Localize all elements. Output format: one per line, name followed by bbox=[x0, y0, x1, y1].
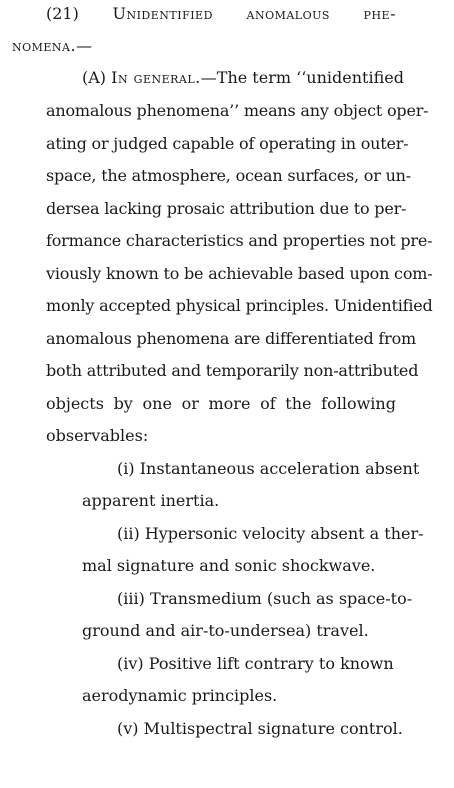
word-more: more bbox=[208, 394, 251, 413]
clause-label: (iii) bbox=[117, 589, 145, 608]
subsection-a-line: viously known to be achievable based upon com- bbox=[46, 264, 433, 283]
section-heading-continuation: nomena.— bbox=[12, 36, 93, 55]
clause-ii-second-line: mal signature and sonic shockwave. bbox=[82, 556, 376, 575]
subsection-a-line: monly accepted physical principles. Unidentified bbox=[46, 296, 433, 315]
subsection-a-line: ating or judged capable of operating in outer- bbox=[46, 134, 409, 153]
subsection-a-line: formance characteristics and properties not pre- bbox=[46, 231, 433, 250]
clause-i-first-line bbox=[117, 459, 419, 479]
section-heading-word-2: anomalous bbox=[246, 4, 330, 23]
section-heading bbox=[46, 4, 396, 24]
section-number: (21) bbox=[46, 4, 79, 23]
clause-i-second-line: apparent inertia. bbox=[82, 491, 220, 510]
clause-text: Multispectral signature control. bbox=[143, 719, 403, 738]
clause-iv-second-line: aerodynamic principles. bbox=[82, 686, 278, 705]
clause-text: Positive lift contrary to known bbox=[148, 654, 394, 673]
subsection-a-line: space, the atmosphere, ocean surfaces, or un- bbox=[46, 166, 411, 185]
section-heading-word-1: Unidentified bbox=[112, 4, 213, 23]
word-by: by bbox=[113, 394, 133, 413]
subsection-a-line-1: —The term ‘‘unidentified bbox=[200, 68, 404, 87]
word-the: the bbox=[285, 394, 312, 413]
clause-iv-first-line bbox=[117, 654, 394, 674]
clause-text: Transmedium (such as space-to- bbox=[149, 589, 413, 608]
clause-label: (iv) bbox=[117, 654, 144, 673]
clause-text: Instantaneous acceleration absent bbox=[139, 459, 420, 478]
subsection-a-line: anomalous phenomena are differentiated from bbox=[46, 329, 416, 348]
clause-v-first-line bbox=[117, 719, 403, 739]
subsection-a-line: observables: bbox=[46, 426, 149, 445]
subsection-a-label: (A) bbox=[82, 68, 107, 87]
word-or: or bbox=[181, 394, 199, 413]
subsection-a-first-line bbox=[82, 68, 404, 88]
clause-ii-first-line bbox=[117, 524, 424, 544]
subsection-a-heading: In general. bbox=[111, 68, 201, 87]
clause-text: Hypersonic velocity absent a ther- bbox=[144, 524, 424, 543]
subsection-a-line-justified bbox=[46, 394, 396, 414]
clause-label: (i) bbox=[117, 459, 135, 478]
clause-label: (ii) bbox=[117, 524, 140, 543]
subsection-a-line: anomalous phenomena’’ means any object oper- bbox=[46, 101, 429, 120]
section-heading-word-3: phe- bbox=[363, 4, 396, 23]
word-of: of bbox=[260, 394, 276, 413]
subsection-a-line: both attributed and temporarily non-attributed bbox=[46, 361, 419, 380]
clause-label: (v) bbox=[117, 719, 139, 738]
clause-iii-first-line bbox=[117, 589, 412, 609]
word-following: following bbox=[321, 394, 396, 413]
clause-iii-second-line: ground and air-to-undersea) travel. bbox=[82, 621, 369, 640]
word-objects: objects bbox=[46, 394, 104, 413]
subsection-a-line: dersea lacking prosaic attribution due to per- bbox=[46, 199, 407, 218]
word-one: one bbox=[142, 394, 172, 413]
